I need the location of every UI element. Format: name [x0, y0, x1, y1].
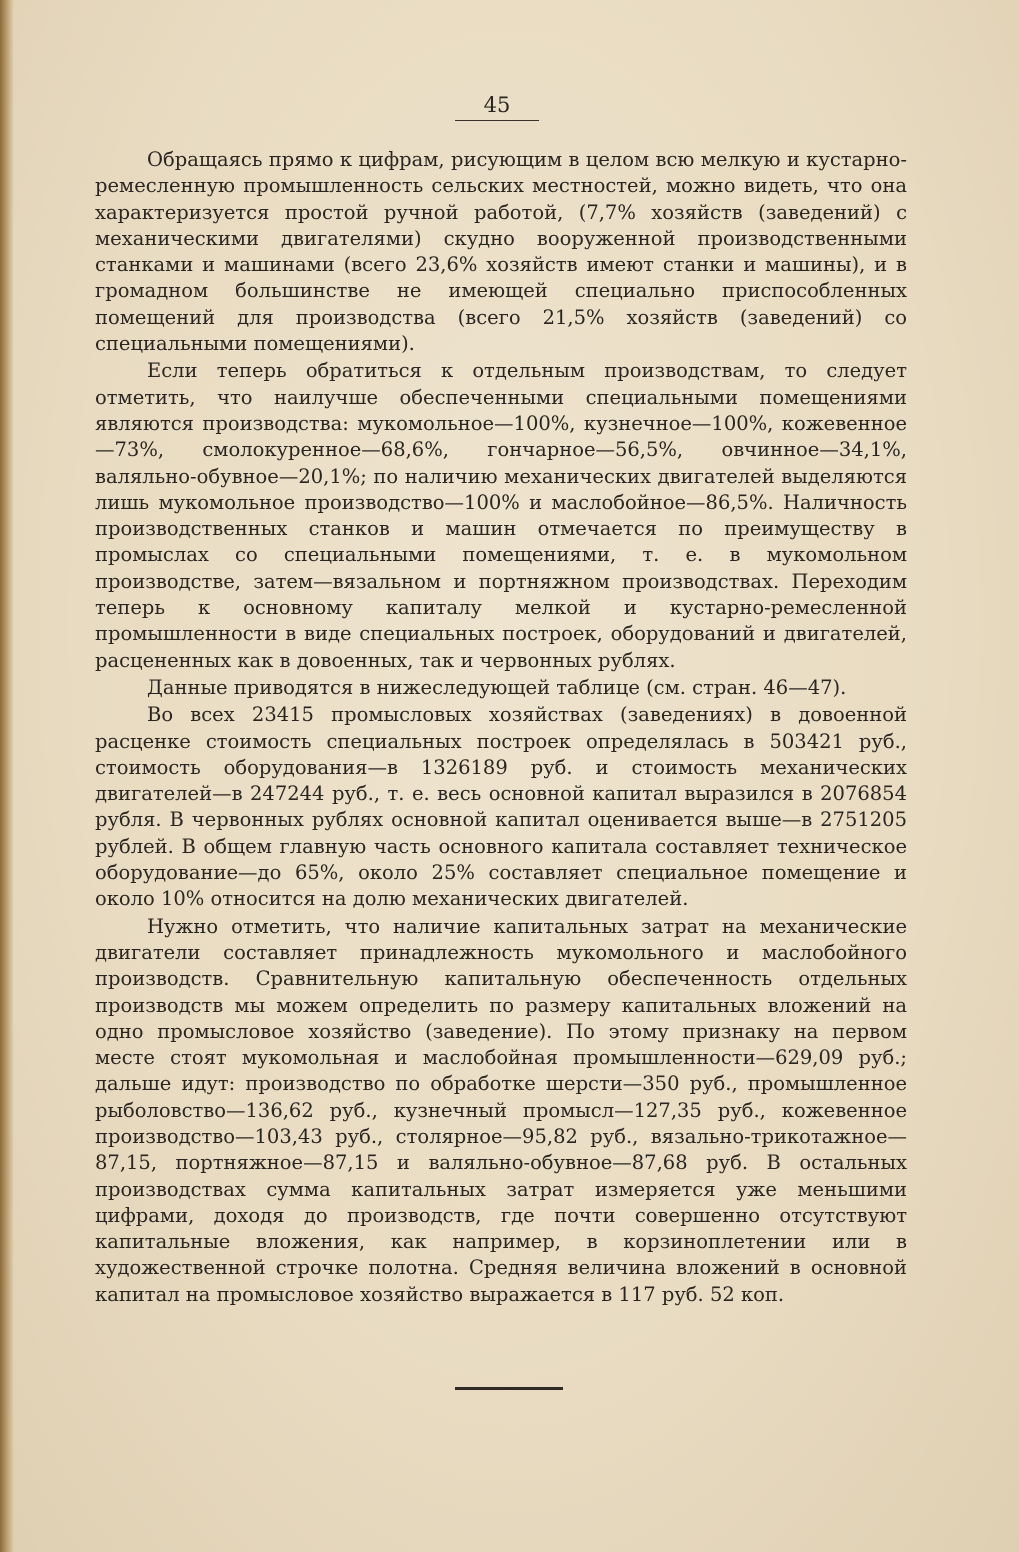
page-number: 45: [483, 93, 511, 117]
paragraph-3: Данные приводятся в нижеследующей таблице (см. стран. 46—47).: [147, 675, 847, 699]
paragraph-2: Если теперь обратиться к отдельным производствам, то следует отметить, что наилучше обеспеченными специальными помещениями являются производства: мукомольное—100%, кузнечное—100%, кожевенное—73%, смолокуренное—68,6%, гончарное—56,5%, овчинное—34,1%, валяльно-обувное—20,1%; по наличию механических двигателей выделяются лишь мукомольное производство—100% и маслобойное—86,5%. Наличность производственных станков и машин отмечается по преимуществу в промыслах со специальными помещениями, т. е. в мукомольном производстве, затем—вязальном и портняжном производствах. Переходим теперь к основному капиталу мелкой и кустарно-ремесленной промышленности в виде специальных построек, оборудований и двигателей, расцененных как в довоенных, так и червонных рублях.: [95, 359, 907, 672]
page-header: [455, 92, 539, 121]
section-end-rule: [455, 1387, 563, 1390]
body-text: [95, 147, 907, 1309]
page-number-underline: [455, 120, 539, 121]
paragraph-4: Во всех 23415 промысловых хозяйствах (заведениях) в довоенной расценке стоимость специальных построек определялась в 503421 руб., стоимость оборудования—в 1326189 руб. и стоимость механических двигателей—в 247244 руб., т. е. весь основной капитал выразился в 2076854 рубля. В червонных рублях основной капитал оценивается выше—в 2751205 рублей. В общем главную часть основного капитала составляет техническое оборудование—до 65%, около 25% составляет специальное помещение и около 10% относится на долю механических двигателей.: [95, 703, 907, 911]
binding-edge: [0, 0, 14, 1552]
paragraph-5: Нужно отметить, что наличие капитальных затрат на механические двигатели составляет принадлежность мукомольного и маслобойного производств. Сравнительную капитальную обеспеченность отдельных производств мы можем определить по размеру капитальных вложений на одно промысловое хозяйство (заведение). По этому признаку на первом месте стоят мукомольная и маслобойная промышленности—629,09 руб.; дальше идут: производство по обработке шерсти—350 руб., промышленное рыболовство—136,62 руб., кузнечный промысл—127,35 руб., кожевенное производство—103,43 руб., столярное—95,82 руб., вязально-трикотажное—87,15, портняжное—87,15 и валяльно-обувное—87,68 руб. В остальных производствах сумма капитальных затрат измеряется уже меньшими цифрами, доходя до производств, где почти совершенно отсутствуют капитальные вложения, как например, в корзиноплетении или в художественной строчке полотна. Средняя величина вложений в основной капитал на промысловое хозяйство выражается в 117 руб. 52 коп.: [95, 914, 907, 1306]
paragraph-1: Обращаясь прямо к цифрам, рисующим в целом всю мелкую и кустарно-ремесленную промышленность сельских местностей, можно видеть, что она характеризуется простой ручной работой, (7,7% хозяйств (заведений) с механическими двигателями) скудно вооруженной производственными станками и машинами (всего 23,6% хозяйств имеют станки и машины), и в громадном большинстве не имеющей специально приспособленных помещений для производства (всего 21,5% хозяйств (заведений) со специальными помещениями).: [95, 148, 907, 356]
